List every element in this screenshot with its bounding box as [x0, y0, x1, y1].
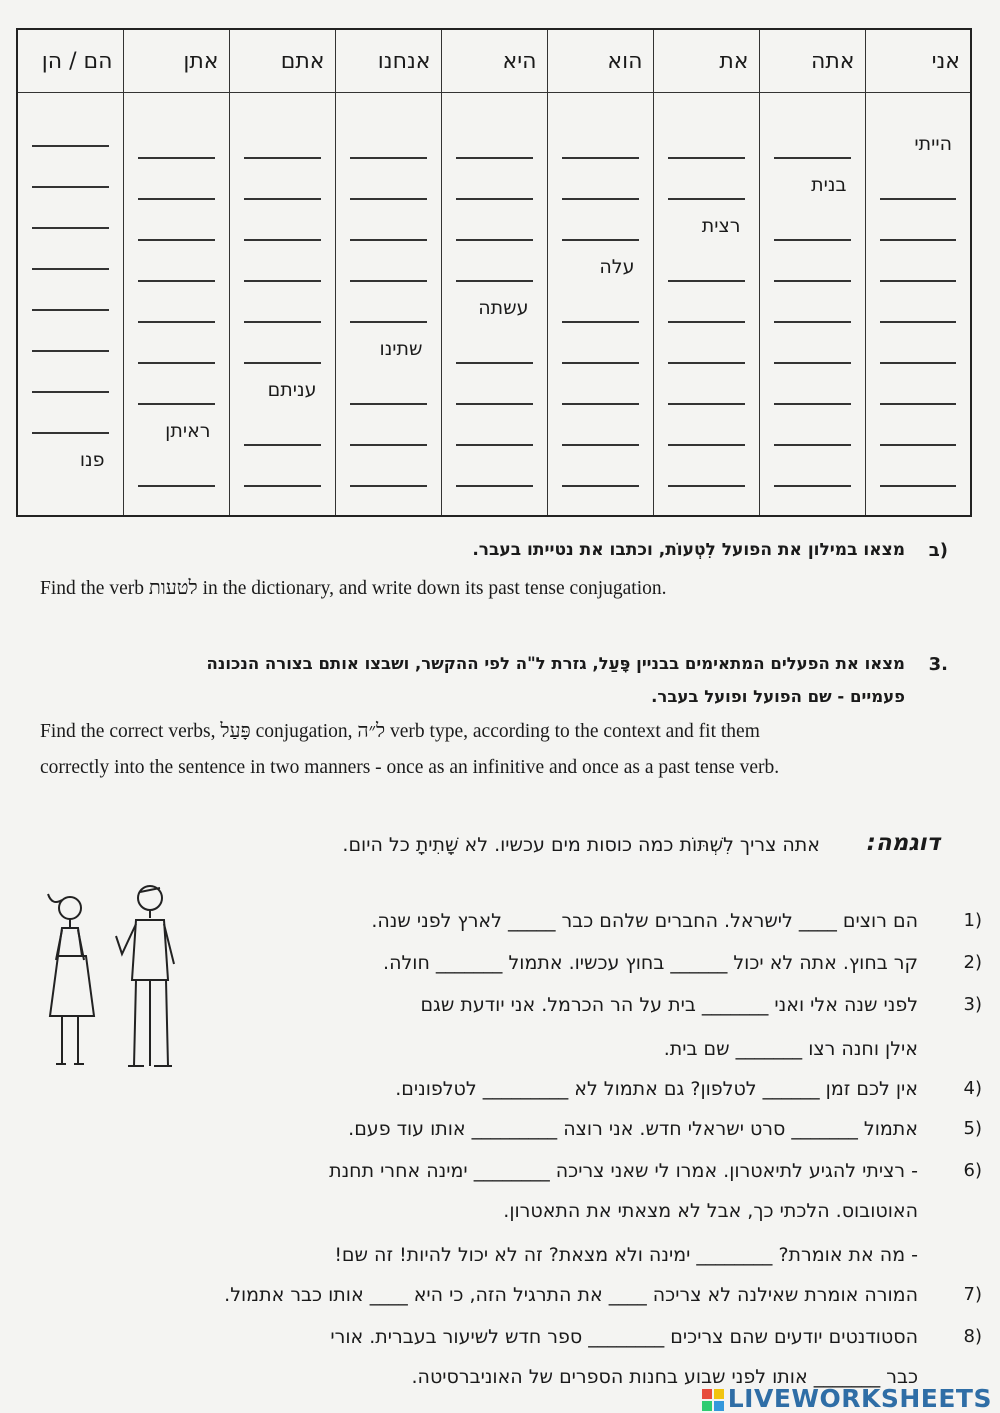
answer-blank[interactable]: [32, 145, 109, 147]
answer-blank[interactable]: [138, 280, 215, 282]
sentence-number: 4): [963, 1078, 982, 1099]
answer-blank[interactable]: [668, 485, 745, 487]
answer-blank[interactable]: [668, 403, 745, 405]
answer-blank[interactable]: [562, 198, 639, 200]
answer-blank[interactable]: [668, 444, 745, 446]
col-header: אתן: [123, 29, 229, 93]
liveworksheets-logo-icon: [702, 1389, 724, 1411]
sentence-number: 1): [963, 910, 982, 931]
table-body-row: [17, 93, 971, 517]
table-column-cell: [229, 93, 335, 517]
sentence-text: כבר _______ אותו לפני שבוע בחנות הספרים של האוניברסיטה.: [411, 1366, 918, 1388]
answer-blank[interactable]: [880, 198, 957, 200]
answer-blank[interactable]: [668, 280, 745, 282]
given-verb: עניתם: [267, 379, 317, 401]
answer-blank[interactable]: [880, 403, 957, 405]
table-column-cell: [653, 93, 759, 517]
answer-blank[interactable]: [138, 362, 215, 364]
answer-blank[interactable]: [32, 309, 109, 311]
answer-blank[interactable]: [774, 321, 851, 323]
sentence-number: 5): [963, 1118, 982, 1139]
answer-blank[interactable]: [350, 321, 427, 323]
answer-blank[interactable]: [456, 157, 533, 159]
answer-blank[interactable]: [32, 432, 109, 434]
section-3-label: 3.: [928, 654, 948, 675]
answer-blank[interactable]: [244, 198, 321, 200]
answer-blank[interactable]: [350, 403, 427, 405]
answer-blank[interactable]: [562, 321, 639, 323]
sentence-text: קר בחוץ. אתה לא יכול ______ בחוץ עכשיו. אתמול _______ חולה.: [383, 952, 918, 974]
table-column-cell: [759, 93, 865, 517]
answer-blank[interactable]: [350, 198, 427, 200]
sentence-number: 7): [963, 1284, 982, 1305]
sentence-number: 6): [963, 1160, 982, 1181]
answer-blank[interactable]: [880, 321, 957, 323]
section-b-english: Find the verb לטעות in the dictionary, and write down its past tense conjugation.: [40, 578, 667, 599]
given-verb: עשתה: [478, 297, 529, 319]
answer-blank[interactable]: [244, 321, 321, 323]
sentence-text: הסטודנטים יודעים שהם צריכים ________ ספר חדש לשיעור בעברית. אורי: [330, 1326, 918, 1348]
answer-blank[interactable]: [774, 485, 851, 487]
sentence-text: - רציתי להגיע לתיאטרון. אמרו לי שאני צריכה ________ ימינה אחרי תחנת: [329, 1160, 918, 1182]
sentence-number: 3): [963, 994, 982, 1015]
sentence-number: 8): [963, 1326, 982, 1347]
answer-blank[interactable]: [774, 239, 851, 241]
answer-blank[interactable]: [562, 403, 639, 405]
answer-blank[interactable]: [350, 239, 427, 241]
answer-blank[interactable]: [456, 362, 533, 364]
sentence-text: הם רוצים ____ לישראל. החברים שלהם כבר _____ לארץ לפני שנה.: [371, 910, 918, 932]
answer-blank[interactable]: [774, 403, 851, 405]
answer-blank[interactable]: [138, 403, 215, 405]
answer-blank[interactable]: [350, 157, 427, 159]
section-b-label: ב): [928, 540, 948, 561]
col-header: הם / הן: [17, 29, 123, 93]
col-header: את: [653, 29, 759, 93]
answer-blank[interactable]: [668, 198, 745, 200]
answer-blank[interactable]: [32, 350, 109, 352]
answer-blank[interactable]: [244, 157, 321, 159]
given-verb: הייתי: [914, 133, 952, 155]
section-3-english-1: Find the correct verbs, פָּעַל conjugation, ל״ה verb type, according to the context and fit them: [40, 721, 760, 742]
table-column-cell: [335, 93, 441, 517]
answer-blank[interactable]: [138, 157, 215, 159]
answer-blank[interactable]: [562, 362, 639, 364]
two-people-illustration: [40, 878, 200, 1078]
answer-blank[interactable]: [562, 444, 639, 446]
given-verb: שתינו: [379, 338, 423, 360]
liveworksheets-logo: [702, 1384, 992, 1413]
answer-blank[interactable]: [244, 444, 321, 446]
example-text: אתה צריך לִשְׁתּוֹת כמה כוסות מים עכשיו. לא שָׁתִיתָ כל היום.: [342, 834, 820, 856]
answer-blank[interactable]: [244, 362, 321, 364]
answer-blank[interactable]: [880, 485, 957, 487]
answer-blank[interactable]: [774, 280, 851, 282]
sentence-number: 2): [963, 952, 982, 973]
answer-blank[interactable]: [668, 321, 745, 323]
answer-blank[interactable]: [880, 239, 957, 241]
answer-blank[interactable]: [880, 362, 957, 364]
answer-blank[interactable]: [668, 157, 745, 159]
sentence-text: האוטובוס. הלכתי כך, אבל לא מצאתי את התאטרון.: [503, 1200, 918, 1222]
section-b-hebrew: מצאו במילון את הפועל לִטְעוֹת, וכתבו את נטייתו בעבר.: [472, 540, 905, 560]
answer-blank[interactable]: [456, 198, 533, 200]
answer-blank[interactable]: [244, 239, 321, 241]
answer-blank[interactable]: [562, 239, 639, 241]
sentence-text: אתמול _______ סרט ישראלי חדש. אני רוצה _________ אותו עוד פעם.: [348, 1118, 918, 1140]
given-verb: רצית: [701, 215, 741, 237]
answer-blank[interactable]: [138, 321, 215, 323]
given-verb: עלה: [599, 256, 635, 278]
answer-blank[interactable]: [244, 485, 321, 487]
col-header: אתה: [759, 29, 865, 93]
answer-blank[interactable]: [138, 239, 215, 241]
answer-blank[interactable]: [32, 186, 109, 188]
given-verb: בנית: [811, 174, 847, 196]
answer-blank[interactable]: [350, 280, 427, 282]
answer-blank[interactable]: [880, 280, 957, 282]
answer-blank[interactable]: [456, 280, 533, 282]
answer-blank[interactable]: [138, 485, 215, 487]
section-3-hebrew-1: מצאו את הפעלים המתאימים בבניין פָּעַל, גזרת ל"ה לפי ההקשר, ושבצו אותם בצורה הנכונה: [206, 654, 905, 673]
section-3-english-2: correctly into the sentence in two manners - once as an infinitive and once as a past tense verb.: [40, 757, 780, 778]
answer-blank[interactable]: [456, 444, 533, 446]
answer-blank[interactable]: [456, 239, 533, 241]
answer-blank[interactable]: [456, 485, 533, 487]
liveworksheets-logo-text: LIVEWORKSHEETS: [727, 1384, 992, 1413]
answer-blank[interactable]: [774, 444, 851, 446]
sentence-text: - מה את אומרת? ________ ימינה ולא מצאת? זה לא יכול להיות! זה שם!: [334, 1244, 918, 1266]
answer-blank[interactable]: [562, 485, 639, 487]
table-header-row: [17, 29, 971, 93]
sentence-text: המורה אומרת שאילנה לא צריכה ____ את התרגיל הזה, כי היא ____ אותו כבר אתמול.: [224, 1284, 918, 1306]
answer-blank[interactable]: [456, 403, 533, 405]
col-header: אתם: [229, 29, 335, 93]
table-column-cell: [441, 93, 547, 517]
given-verb: פנו: [79, 449, 105, 471]
table-column-cell: [123, 93, 229, 517]
answer-blank[interactable]: [350, 485, 427, 487]
answer-blank[interactable]: [32, 227, 109, 229]
table-column-cell: [17, 93, 123, 517]
answer-blank[interactable]: [244, 280, 321, 282]
table-column-cell: [865, 93, 971, 517]
col-header: היא: [441, 29, 547, 93]
col-header: אני: [865, 29, 971, 93]
answer-blank[interactable]: [668, 362, 745, 364]
answer-blank[interactable]: [880, 444, 957, 446]
given-verb: ראיתן: [165, 420, 211, 442]
answer-blank[interactable]: [350, 444, 427, 446]
answer-blank[interactable]: [774, 362, 851, 364]
answer-blank[interactable]: [32, 391, 109, 393]
table-column-cell: [547, 93, 653, 517]
section-3-hebrew-2: פעמיים - שם הפועל ופועל בעבר.: [651, 687, 905, 706]
col-header: הוא: [547, 29, 653, 93]
sentence-text: לפני שנה אלי ואני _______ בית על הר הכרמל. אני יודעת שגם: [420, 994, 918, 1016]
answer-blank[interactable]: [562, 157, 639, 159]
sentence-text: אילן וחנה רצו _______ שם בית.: [663, 1038, 918, 1060]
col-header: אנחנו: [335, 29, 441, 93]
answer-blank[interactable]: [32, 268, 109, 270]
answer-blank[interactable]: [774, 157, 851, 159]
example-label: דוגמה:: [866, 830, 940, 856]
sentence-text: אין לכם זמן ______ לטלפון? גם אתמול לא _________ לטלפונים.: [395, 1078, 918, 1100]
conjugation-table: [16, 28, 972, 517]
answer-blank[interactable]: [138, 198, 215, 200]
